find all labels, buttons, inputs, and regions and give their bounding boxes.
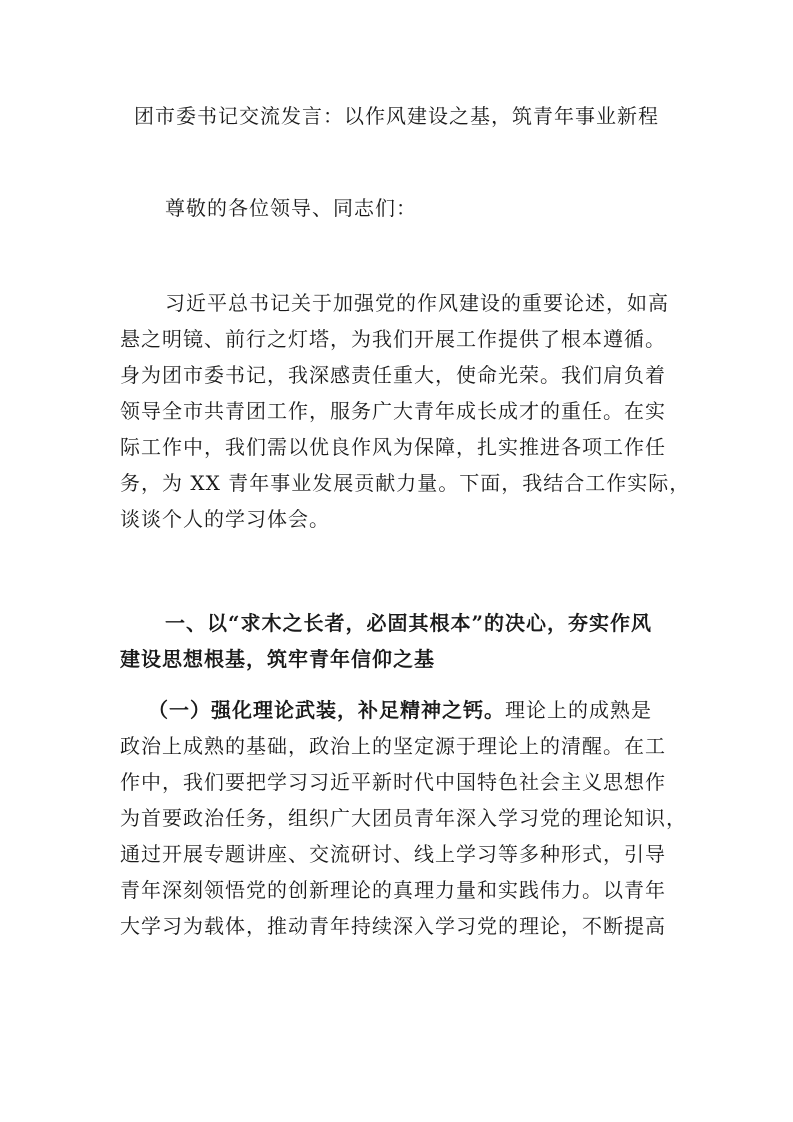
- intro-line: 际工作中，我们需以优良作风为保障，扎实推进各项工作任: [120, 435, 666, 459]
- intro-line: 谈谈个人的学习体会。: [120, 507, 330, 531]
- intro-line: 悬之明镜、前行之灯塔，为我们开展工作提供了根本遵循。: [120, 327, 666, 351]
- section-1-heading-line: 一、以“求木之长者，必固其根本”的决心，夯实作风: [165, 611, 653, 635]
- intro-paragraph: [120, 285, 691, 537]
- section-1-heading-line: 建设思想根基，筑牢青年信仰之基: [120, 647, 435, 671]
- subsection-1-line: 青年深刻领悟党的创新理论的真理力量和实践伟力。以青年: [120, 878, 666, 902]
- salutation-text: 尊敬的各位领导、同志们：: [165, 196, 417, 220]
- intro-line: 习近平总书记关于加强党的作风建设的重要论述，如高: [165, 291, 669, 315]
- section-1-heading: [120, 605, 680, 677]
- intro-line: 领导全市共青团工作，服务广大青年成长成才的重任。在实: [120, 399, 666, 423]
- subsection-1-line: 政治上成熟的基础，政治上的坚定源于理论上的清醒。在工: [120, 734, 666, 758]
- subsection-1-first-line: [120, 692, 680, 728]
- subsection-1-line: 通过开展专题讲座、交流研讨、线上学习等多种形式，引导: [120, 842, 666, 866]
- subsection-1-line: 作中，我们要把学习习近平新时代中国特色社会主义思想作: [120, 770, 666, 794]
- subsection-1-paragraph: [120, 692, 687, 944]
- subsection-1-first-rest: 理论上的成熟是: [505, 698, 652, 722]
- document-title: 团市委书记交流发言：以作风建设之基，筑青年事业新程: [134, 104, 659, 128]
- intro-line: 务，为 XX 青年事业发展贡献力量。下面，我结合工作实际，: [120, 471, 691, 495]
- subsection-1-lead: （一）强化理论武装，补足精神之钙。: [148, 698, 505, 722]
- subsection-1-line: 为首要政治任务，组织广大团员青年深入学习党的理论知识，: [120, 806, 687, 830]
- salutation: [165, 190, 685, 226]
- intro-line: 身为团市委书记，我深感责任重大，使命光荣。我们肩负着: [120, 363, 666, 387]
- subsection-1-line: 大学习为载体，推动青年持续深入学习党的理论，不断提高: [120, 914, 666, 938]
